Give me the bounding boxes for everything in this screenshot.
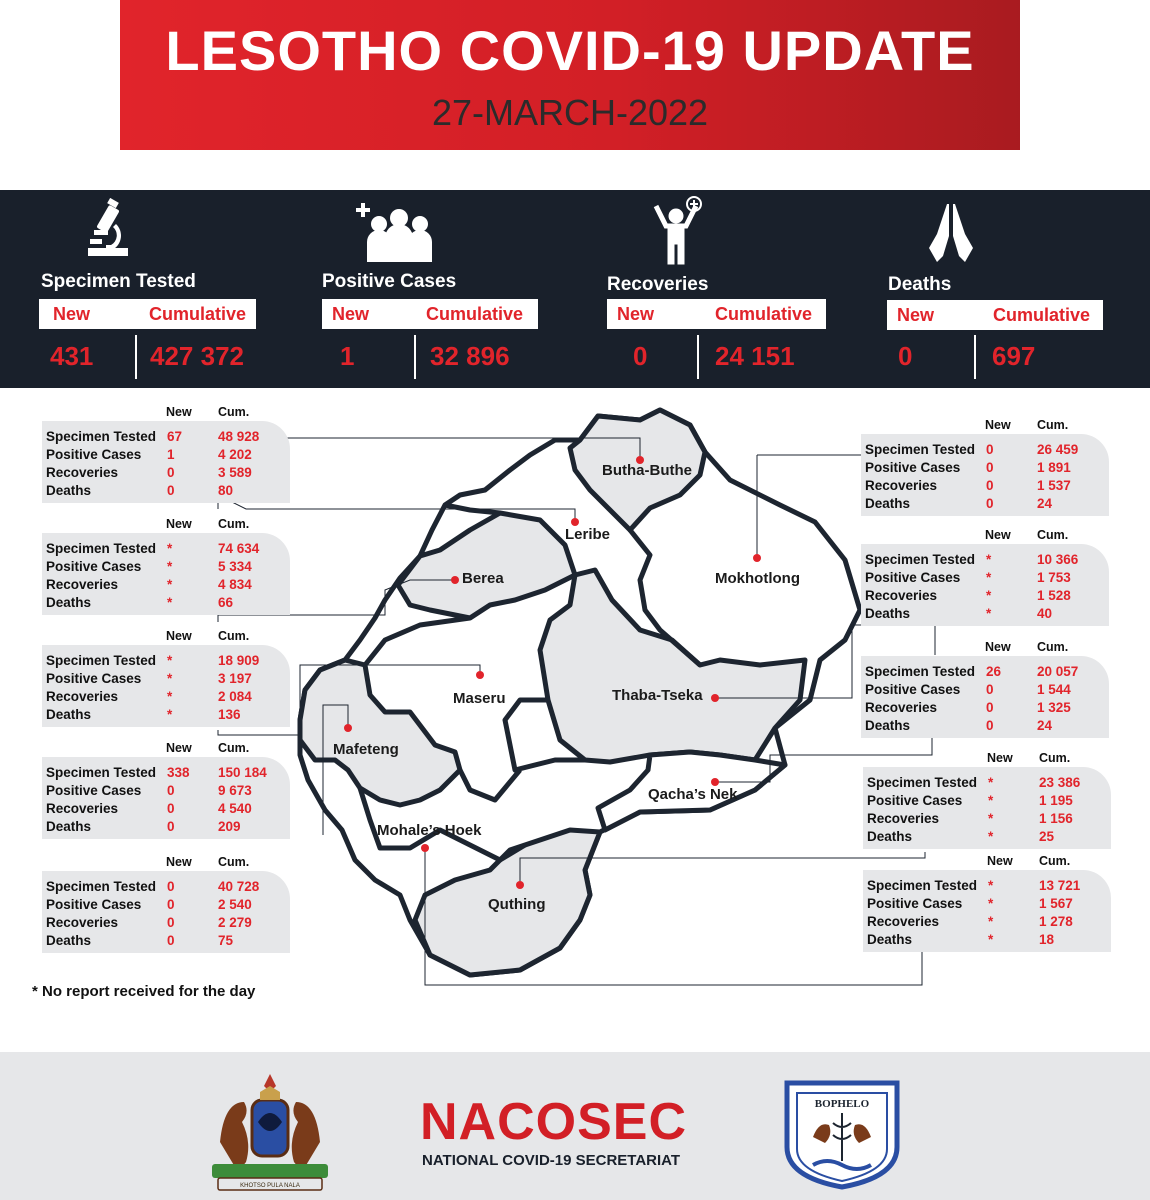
- new-value: 0: [986, 460, 994, 475]
- row-label: Deaths: [867, 932, 913, 947]
- new-value: 26: [986, 664, 1002, 679]
- new-value: 0: [986, 496, 994, 511]
- row-label: Recoveries: [46, 465, 119, 480]
- page-title: LESOTHO COVID-19 UPDATE: [165, 19, 975, 82]
- cumulative-value: 209: [218, 819, 241, 834]
- new-value: *: [988, 878, 994, 893]
- cumulative-value: 1 278: [1039, 914, 1073, 929]
- district-marker: [344, 724, 352, 732]
- map-label-leribe: Leribe: [565, 526, 611, 543]
- row-label: Specimen Tested: [867, 775, 978, 790]
- district-table-berea: [42, 629, 290, 727]
- new-value: 0: [167, 915, 175, 930]
- row-label: Positive Cases: [46, 447, 142, 462]
- new-value: *: [988, 914, 994, 929]
- row-label: Positive Cases: [865, 460, 961, 475]
- row-label: Recoveries: [46, 801, 119, 816]
- map-label-mokhotlong: Mokhotlong: [715, 570, 800, 587]
- cumulative-value: 4 202: [218, 447, 252, 462]
- new-column-header: New: [166, 741, 192, 755]
- cumulative-label: Cumulative: [993, 305, 1091, 325]
- specimen-cumulative-value: 427 372: [150, 341, 244, 371]
- district-table-qachas-nek: [861, 640, 1109, 738]
- new-column-header: New: [987, 854, 1013, 868]
- deaths-new-value: 0: [898, 341, 913, 371]
- map-label-butha-buthe: Butha-Buthe: [602, 462, 692, 479]
- row-label: Specimen Tested: [865, 552, 976, 567]
- cum-column-header: Cum.: [1039, 751, 1071, 765]
- summary-header-positive: [322, 299, 538, 329]
- row-label: Deaths: [46, 819, 92, 834]
- cumulative-value: 18: [1039, 932, 1055, 947]
- district-marker: [451, 576, 459, 584]
- new-value: *: [988, 829, 994, 844]
- cumulative-value: 75: [218, 933, 234, 948]
- row-label: Deaths: [865, 496, 911, 511]
- cumulative-value: 25: [1039, 829, 1055, 844]
- cumulative-value: 3 197: [218, 671, 252, 686]
- district-marker: [711, 778, 719, 786]
- cumulative-value: 26 459: [1037, 442, 1079, 457]
- row-label: Specimen Tested: [865, 442, 976, 457]
- district-table-leribe: [42, 517, 290, 615]
- recoveries-cumulative-value: 24 151: [715, 341, 795, 371]
- cumulative-value: 18 909: [218, 653, 260, 668]
- cum-column-header: Cum.: [218, 629, 250, 643]
- district-marker: [516, 881, 524, 889]
- svg-text:BOPHELO: BOPHELO: [814, 1098, 870, 1110]
- row-label: Recoveries: [867, 811, 940, 826]
- new-value: 0: [986, 442, 994, 457]
- new-value: *: [986, 552, 992, 567]
- row-label: Recoveries: [865, 588, 938, 603]
- positive-cumulative-value: 32 896: [430, 341, 510, 371]
- new-value: 338: [167, 765, 190, 780]
- row-label: Positive Cases: [46, 559, 142, 574]
- cumulative-value: 4 540: [218, 801, 252, 816]
- district-table-thaba-tseka: [861, 528, 1109, 626]
- new-value: 0: [986, 718, 994, 733]
- cumulative-label: Cumulative: [426, 304, 524, 324]
- divider: [974, 335, 976, 379]
- new-value: *: [167, 541, 173, 556]
- cumulative-value: 40: [1037, 606, 1053, 621]
- map-label-quthing: Quthing: [488, 896, 546, 913]
- new-value: 67: [167, 429, 183, 444]
- row-label: Positive Cases: [867, 793, 963, 808]
- deaths-cumulative-value: 697: [992, 341, 1036, 371]
- row-label: Specimen Tested: [865, 664, 976, 679]
- new-column-header: New: [166, 405, 192, 419]
- new-label: New: [332, 304, 370, 324]
- row-label: Deaths: [865, 718, 911, 733]
- cumulative-value: 1 537: [1037, 478, 1071, 493]
- cumulative-value: 1 567: [1039, 896, 1073, 911]
- new-column-header: New: [985, 528, 1011, 542]
- summary-header-deaths: [887, 300, 1103, 330]
- cumulative-value: 1 195: [1039, 793, 1073, 808]
- cumulative-value: 1 325: [1037, 700, 1071, 715]
- district-table-mokhotlong: [861, 418, 1109, 516]
- new-value: *: [986, 606, 992, 621]
- cumulative-value: 150 184: [218, 765, 267, 780]
- svg-text:KHOTSO PULA NALA: KHOTSO PULA NALA: [240, 1183, 300, 1189]
- new-column-header: New: [985, 640, 1011, 654]
- ministry-of-health-badge: [783, 1079, 901, 1191]
- cumulative-value: 48 928: [218, 429, 260, 444]
- new-label: New: [617, 304, 655, 324]
- new-value: 0: [986, 700, 994, 715]
- header-banner: [120, 0, 1020, 150]
- report-date: 27-MARCH-2022: [431, 92, 709, 133]
- new-value: 0: [167, 879, 175, 894]
- district-marker: [421, 844, 429, 852]
- new-value: 0: [167, 783, 175, 798]
- cum-column-header: Cum.: [1037, 640, 1069, 654]
- cumulative-value: 3 589: [218, 465, 252, 480]
- new-value: 0: [986, 478, 994, 493]
- cum-column-header: Cum.: [218, 741, 250, 755]
- divider: [697, 335, 699, 379]
- new-value: 0: [167, 801, 175, 816]
- microscope-icon: [80, 198, 140, 260]
- cumulative-value: 1 528: [1037, 588, 1071, 603]
- new-value: *: [988, 932, 994, 947]
- footnote: * No report received for the day: [32, 983, 256, 1000]
- cum-column-header: Cum.: [218, 405, 250, 419]
- cumulative-value: 2 084: [218, 689, 252, 704]
- divider: [414, 335, 416, 379]
- summary-title-positive: Positive Cases: [322, 271, 457, 292]
- map-label-qachas-nek: Qacha’s Nek: [648, 786, 738, 803]
- row-label: Specimen Tested: [46, 653, 157, 668]
- cumulative-label: Cumulative: [715, 304, 813, 324]
- cumulative-value: 4 834: [218, 577, 252, 592]
- summary-header-specimen: [39, 299, 256, 329]
- new-value: 0: [167, 465, 175, 480]
- cumulative-value: 66: [218, 595, 234, 610]
- new-value: 0: [167, 483, 175, 498]
- new-value: *: [986, 570, 992, 585]
- new-value: *: [167, 559, 173, 574]
- summary-header-recoveries: [607, 299, 826, 329]
- district-marker: [753, 554, 761, 562]
- new-value: *: [167, 671, 173, 686]
- row-label: Positive Cases: [46, 783, 142, 798]
- map-label-berea: Berea: [462, 570, 504, 587]
- recovered-person-icon: [648, 194, 708, 266]
- district-table-mafeteng: [42, 855, 290, 953]
- map-label-mohales-hoek: Mohale’s Hoek: [377, 822, 482, 839]
- cum-column-header: Cum.: [218, 855, 250, 869]
- cumulative-value: 74 634: [218, 541, 260, 556]
- cumulative-label: Cumulative: [149, 304, 247, 324]
- coat-of-arms-icon: [200, 1072, 340, 1196]
- summary-title-specimen: Specimen Tested: [41, 271, 196, 292]
- district-marker: [476, 671, 484, 679]
- cum-column-header: Cum.: [1037, 418, 1069, 432]
- district-table-butha-buthe: [42, 405, 290, 503]
- row-label: Specimen Tested: [46, 765, 157, 780]
- cum-column-header: Cum.: [1039, 854, 1071, 868]
- map-label-maseru: Maseru: [453, 690, 506, 707]
- new-value: 0: [167, 819, 175, 834]
- cum-column-header: Cum.: [1037, 528, 1069, 542]
- row-label: Positive Cases: [865, 682, 961, 697]
- district-table-maseru: [42, 741, 290, 839]
- cumulative-value: 40 728: [218, 879, 260, 894]
- cumulative-value: 10 366: [1037, 552, 1079, 567]
- row-label: Specimen Tested: [46, 879, 157, 894]
- new-value: *: [988, 896, 994, 911]
- cum-column-header: Cum.: [218, 517, 250, 531]
- people-plus-icon: [352, 198, 440, 264]
- map-label-thaba-tseka: Thaba-Tseka: [612, 687, 703, 704]
- new-value: *: [167, 689, 173, 704]
- district-marker: [711, 694, 719, 702]
- summary-title-recoveries: Recoveries: [607, 274, 709, 295]
- map-label-mafeteng: Mafeteng: [333, 741, 399, 758]
- nacosec-subtitle: NATIONAL COVID-19 SECRETARIAT: [422, 1152, 681, 1169]
- new-column-header: New: [166, 629, 192, 643]
- row-label: Deaths: [865, 606, 911, 621]
- row-label: Specimen Tested: [867, 878, 978, 893]
- specimen-new-value: 431: [50, 341, 94, 371]
- new-column-header: New: [166, 517, 192, 531]
- cumulative-value: 2 279: [218, 915, 252, 930]
- cumulative-value: 24: [1037, 718, 1053, 733]
- row-label: Deaths: [867, 829, 913, 844]
- district-marker: [571, 518, 579, 526]
- cumulative-value: 1 156: [1039, 811, 1073, 826]
- new-column-header: New: [987, 751, 1013, 765]
- cumulative-value: 13 721: [1039, 878, 1081, 893]
- row-label: Deaths: [46, 933, 92, 948]
- row-label: Recoveries: [867, 914, 940, 929]
- row-label: Recoveries: [46, 915, 119, 930]
- cumulative-value: 80: [218, 483, 234, 498]
- cumulative-value: 1 891: [1037, 460, 1071, 475]
- cumulative-value: 5 334: [218, 559, 252, 574]
- cumulative-value: 1 544: [1037, 682, 1071, 697]
- new-label: New: [53, 304, 91, 324]
- divider: [135, 335, 137, 379]
- new-value: 0: [167, 933, 175, 948]
- row-label: Specimen Tested: [46, 429, 157, 444]
- row-label: Positive Cases: [46, 671, 142, 686]
- row-label: Recoveries: [865, 700, 938, 715]
- new-value: *: [167, 595, 173, 610]
- new-value: 1: [167, 447, 175, 462]
- cumulative-value: 23 386: [1039, 775, 1081, 790]
- cumulative-value: 136: [218, 707, 241, 722]
- national-summary-band: [0, 190, 1150, 388]
- cumulative-value: 1 753: [1037, 570, 1071, 585]
- cumulative-value: 24: [1037, 496, 1053, 511]
- row-label: Recoveries: [46, 577, 119, 592]
- cumulative-value: 2 540: [218, 897, 252, 912]
- row-label: Specimen Tested: [46, 541, 157, 556]
- new-value: *: [167, 577, 173, 592]
- row-label: Positive Cases: [867, 896, 963, 911]
- nacosec-logo-text: NACOSEC: [420, 1093, 688, 1151]
- cumulative-value: 9 673: [218, 783, 252, 798]
- row-label: Positive Cases: [865, 570, 961, 585]
- row-label: Recoveries: [46, 689, 119, 704]
- new-value: *: [988, 775, 994, 790]
- row-label: Deaths: [46, 595, 92, 610]
- new-value: 0: [167, 897, 175, 912]
- new-column-header: New: [166, 855, 192, 869]
- cumulative-value: 20 057: [1037, 664, 1079, 679]
- row-label: Positive Cases: [46, 897, 142, 912]
- row-label: Deaths: [46, 707, 92, 722]
- district-table-quthing: [863, 854, 1111, 952]
- positive-new-value: 1: [340, 341, 355, 371]
- praying-hands-icon: [928, 202, 974, 266]
- new-column-header: New: [985, 418, 1011, 432]
- new-value: *: [988, 811, 994, 826]
- district-table-mohales-hoek: [863, 751, 1111, 849]
- new-value: 0: [986, 682, 994, 697]
- new-value: *: [167, 653, 173, 668]
- new-value: *: [167, 707, 173, 722]
- row-label: Recoveries: [865, 478, 938, 493]
- new-label: New: [897, 305, 935, 325]
- summary-title-deaths: Deaths: [888, 274, 952, 295]
- row-label: Deaths: [46, 483, 92, 498]
- new-value: *: [988, 793, 994, 808]
- recoveries-new-value: 0: [633, 341, 648, 371]
- new-value: *: [986, 588, 992, 603]
